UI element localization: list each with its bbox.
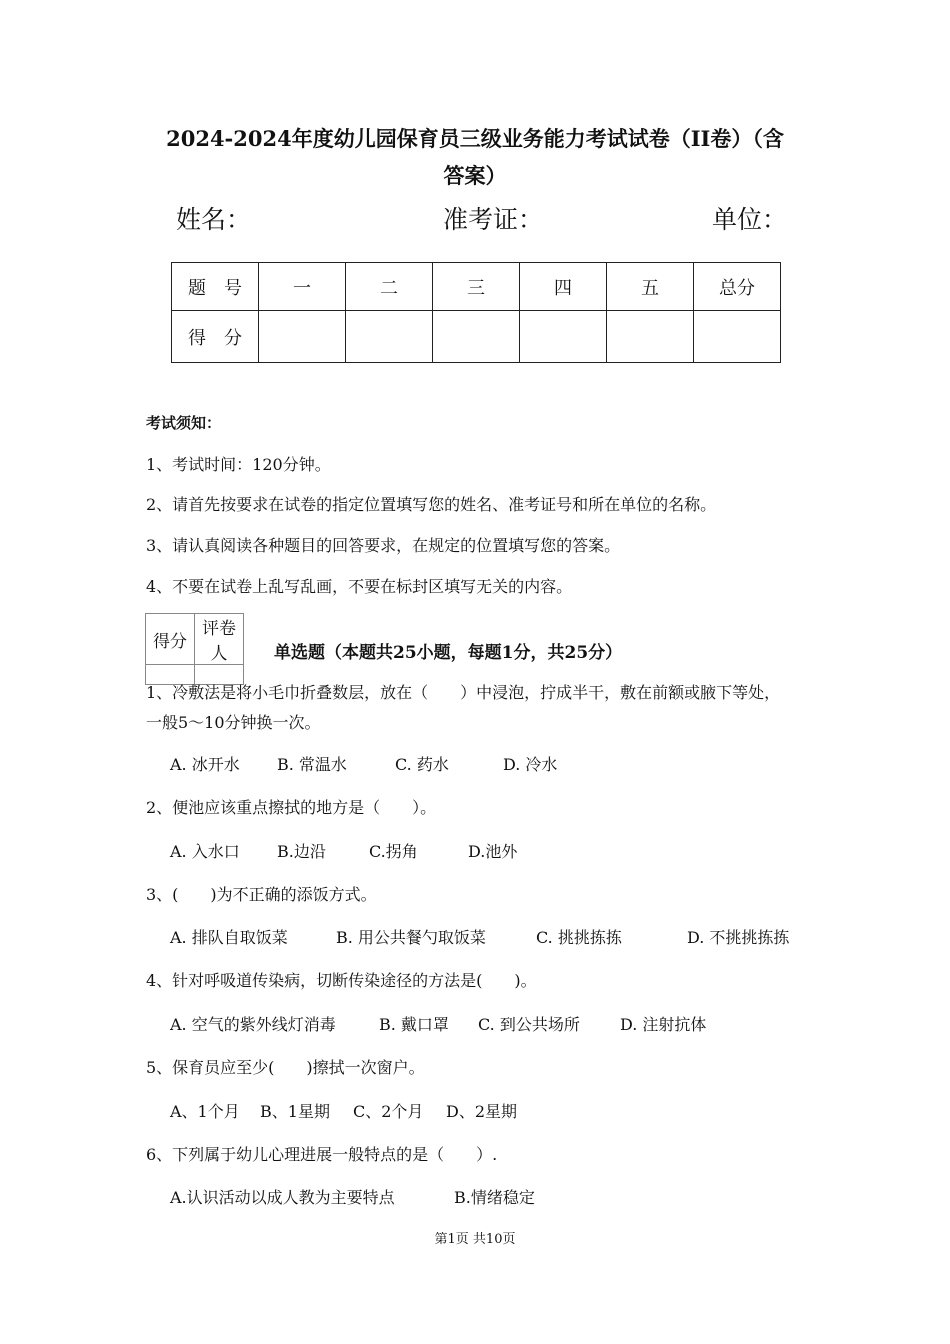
score-cell[interactable]: [694, 311, 781, 363]
option[interactable]: D.池外: [468, 842, 518, 861]
column-header: 总分: [694, 263, 781, 311]
option[interactable]: D. 冷水: [503, 755, 558, 774]
question-number-header: 题 号: [172, 263, 259, 311]
question-text: 2、便池应该重点擦拭的地方是（ ）。: [146, 798, 437, 817]
exam-number-label: 准考证：: [443, 205, 544, 234]
column-header: 四: [520, 263, 607, 311]
score-cell[interactable]: [520, 311, 607, 363]
score-cell[interactable]: [346, 311, 433, 363]
score-cell[interactable]: [607, 311, 694, 363]
section-title: 单选题（本题共25小题，每题1分，共25分）: [274, 643, 623, 663]
option[interactable]: A.认识活动以成人教为主要特点: [170, 1188, 395, 1207]
column-header: 三: [433, 263, 520, 311]
candidate-fields: [0, 200, 950, 240]
score-table-header-row: [172, 263, 781, 311]
option[interactable]: C. 到公共场所: [478, 1015, 580, 1034]
option[interactable]: A. 冰开水: [170, 755, 240, 774]
note-item: 1、考试时间：120分钟。: [146, 455, 331, 474]
grader-box: [145, 613, 244, 685]
option[interactable]: B.情绪稳定: [454, 1188, 535, 1207]
title-line-1: 2024-2024年度幼儿园保育员三级业务能力考试试卷（II卷）（含: [166, 126, 784, 151]
question-text: 6、下列属于幼儿心理进展一般特点的是（ ）.: [146, 1145, 498, 1164]
question-text: 5、保育员应至少( )擦拭一次窗户。: [146, 1058, 425, 1077]
grader-name-label: 评卷人: [195, 614, 244, 665]
page-footer: 第1页 共10页: [434, 1232, 516, 1247]
notes-title: 考试须知：: [146, 414, 222, 432]
option[interactable]: B. 用公共餐勺取饭菜: [336, 928, 486, 947]
note-item: 4、不要在试卷上乱写乱画，不要在标封区填写无关的内容。: [146, 577, 573, 596]
option[interactable]: B. 戴口罩: [379, 1015, 449, 1034]
note-item: 3、请认真阅读各种题目的回答要求，在规定的位置填写您的答案。: [146, 536, 621, 555]
option[interactable]: C、2个月: [353, 1102, 424, 1121]
column-header: 一: [259, 263, 346, 311]
note-item: 2、请首先按要求在试卷的指定位置填写您的姓名、准考证号和所在单位的名称。: [146, 495, 717, 514]
score-cell[interactable]: [259, 311, 346, 363]
option[interactable]: A、1个月: [170, 1102, 240, 1121]
score-cell[interactable]: [433, 311, 520, 363]
grader-score-label: 得分: [146, 614, 195, 665]
score-header: 得 分: [172, 311, 259, 363]
option[interactable]: D、2星期: [446, 1102, 518, 1121]
question-text: 3、( )为不正确的添饭方式。: [146, 885, 377, 904]
score-table: [171, 262, 781, 363]
column-header: 五: [607, 263, 694, 311]
option[interactable]: C. 药水: [395, 755, 449, 774]
option[interactable]: B.边沿: [277, 842, 326, 861]
score-table-score-row: [172, 311, 781, 363]
option[interactable]: B. 常温水: [277, 755, 347, 774]
question-text: 一般5～10分钟换一次。: [146, 713, 321, 732]
unit-label: 单位：: [712, 205, 788, 234]
question-text: 1、冷敷法是将小毛巾折叠数层，放在（ ）中浸泡，拧成半干，敷在前额或腋下等处，: [146, 683, 781, 702]
option[interactable]: B、1星期: [260, 1102, 330, 1121]
option[interactable]: D. 注射抗体: [620, 1015, 707, 1034]
option[interactable]: D. 不挑挑拣拣: [687, 928, 790, 947]
option[interactable]: C. 挑挑拣拣: [536, 928, 622, 947]
option[interactable]: A. 入水口: [170, 842, 240, 861]
option[interactable]: C.拐角: [369, 842, 418, 861]
title-line-2: 答案）: [443, 163, 507, 188]
option[interactable]: A. 空气的紫外线灯消毒: [170, 1015, 336, 1034]
name-label: 姓名：: [176, 205, 252, 234]
question-text: 4、针对呼吸道传染病，切断传染途径的方法是( )。: [146, 971, 537, 990]
option[interactable]: A. 排队自取饭菜: [170, 928, 288, 947]
column-header: 二: [346, 263, 433, 311]
exam-title: [140, 120, 810, 194]
